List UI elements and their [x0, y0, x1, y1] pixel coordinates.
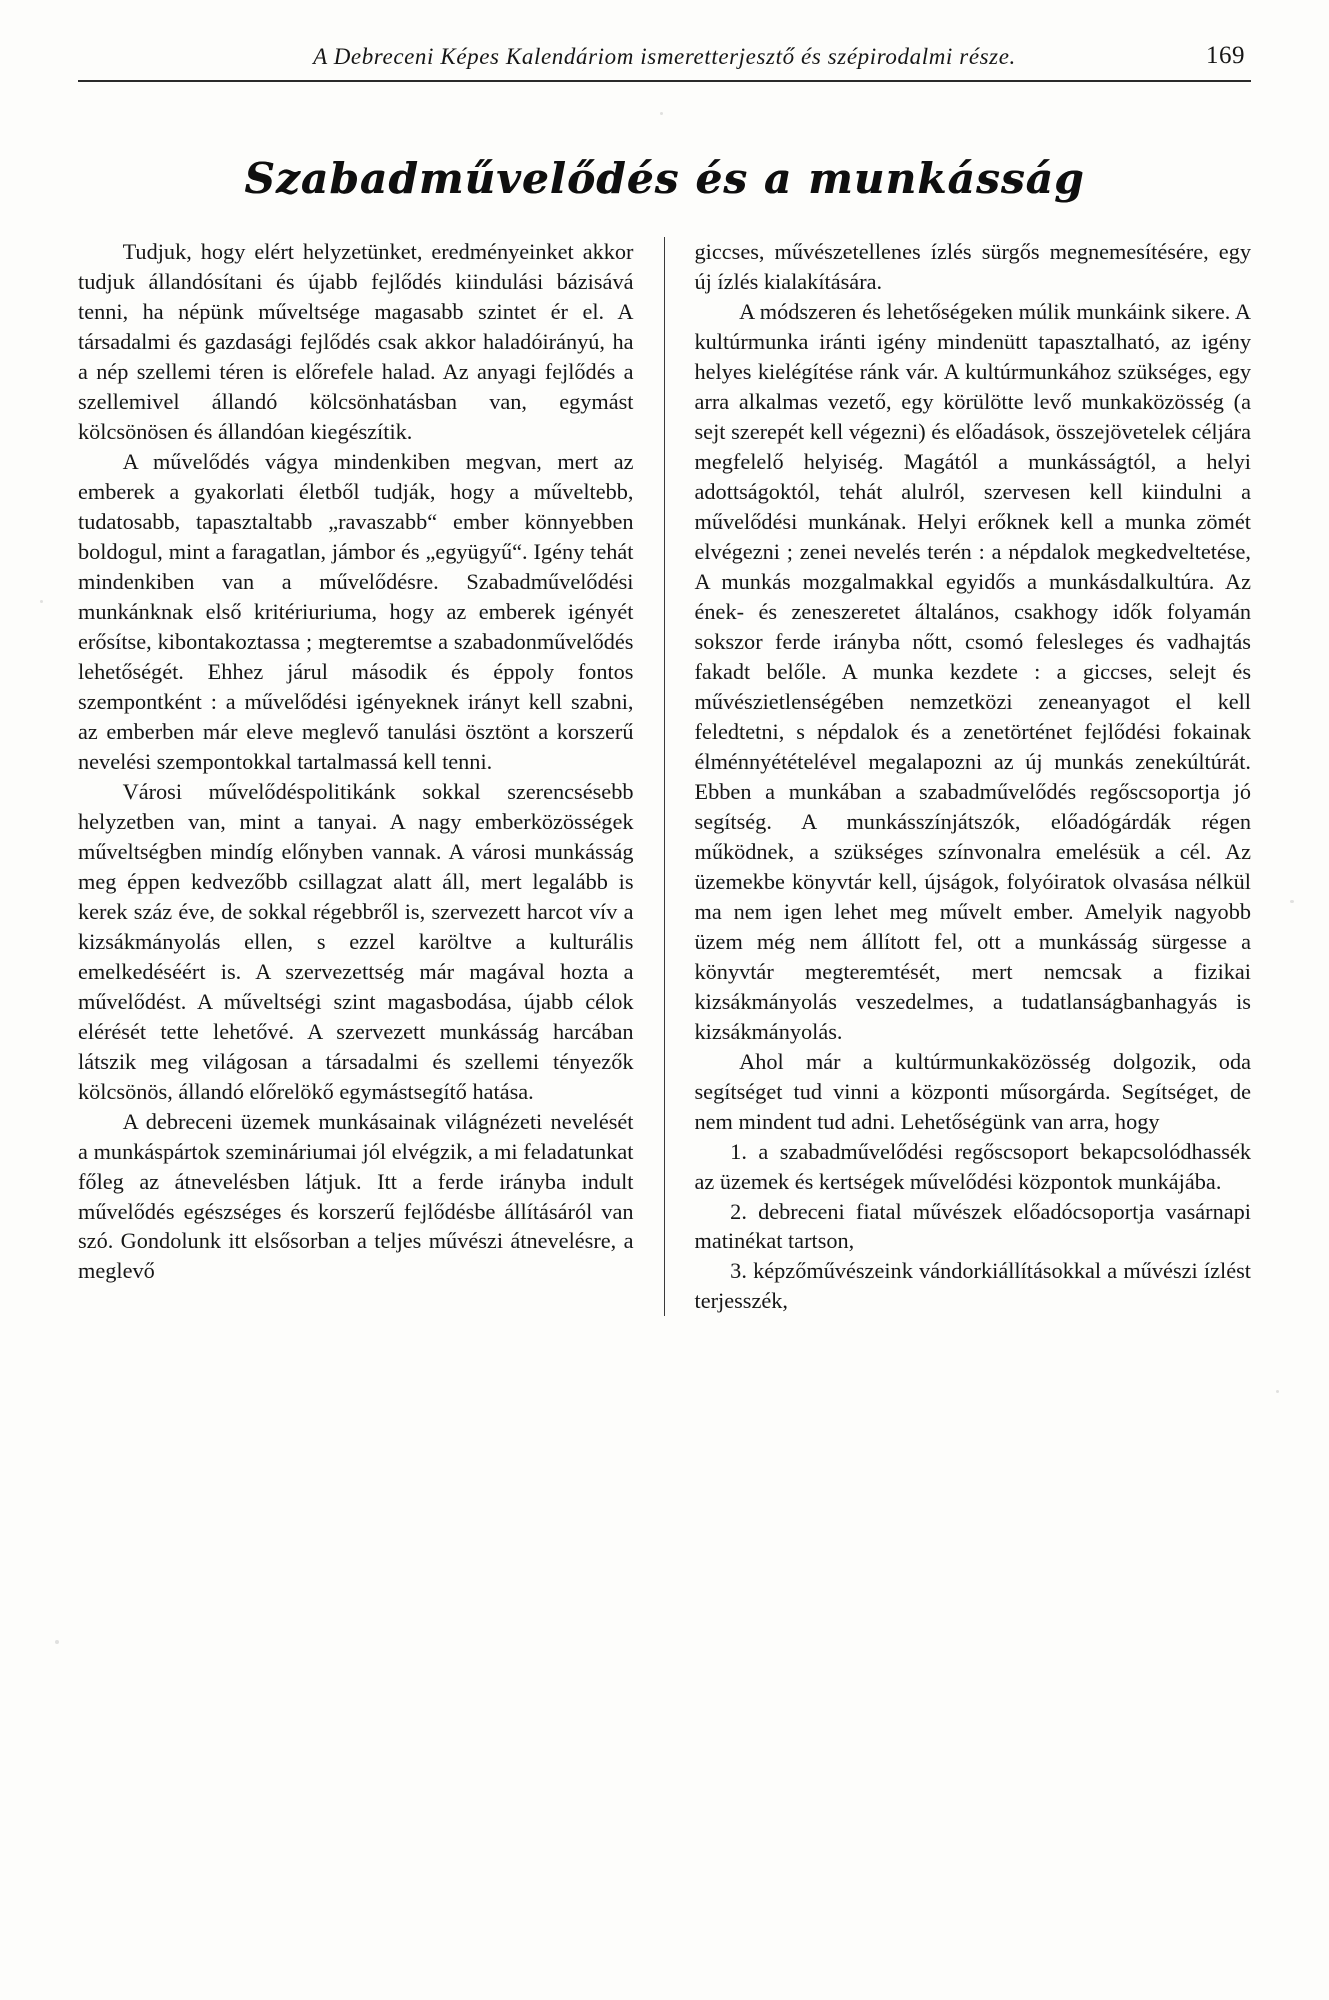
paragraph: A módszeren és lehetőségeken múlik munkáink sikere. A kultúrmunka iránti igény mindenütt tapasztalható, az igény helyes kielégítése ránk vár. A kultúrmunkához szükséges, egy arra alkalmas vezető, egy körülötte levő munkaközösség (a sejt szerepét kell végezni) és előadások, összejövetelek céljára megfelelő helyiség. Magától a munkásságtól, a helyi adottságoktól, tehát alulról, szervesen kell kiindulni a művelődési munkának. Helyi erőknek kell a munka zömét elvégezni ; zenei nevelés terén : a népdalok megkedveltetése, A munkás mozgalmakkal egyidős a munkásdalkultúra. Az ének- és zeneszeretet általános, csakhogy idők folyamán sokszor ferde irányba nőtt, csomó felesleges és vadhajtás fakadt belőle. A munka kezdete : a giccses, selejt és művészietlenségében nemzetközi zeneanyagot el kell feledtetni, s népdalok és a zenetörténet fejlődési fokainak élménnyétételével megalapozni az új munkás zenekúltúrát. Ebben a munkában a szabadművelődés regőscsoportja jó segítség. A munkásszínjátszók, előadógárdák régen működnek, a szükséges színvonalra emelésük a cél. Az üzemekbe könyvtár kell, újságok, folyóiratok olvasása nélkül ma nem igen lehet meg művelt ember. Amelyik nagyobb üzem még nem állított fel, ott a munkásság sürgesse a könyvtár megteremtését, mert nemcsak a fizikai kizsákmányolás veszedelmes, a tudatlanságbanhagyás is kizsákmányolás.: [694, 298, 1251, 1044]
scan-speckle: [660, 112, 663, 115]
header-rule: [78, 80, 1251, 82]
scan-speckle: [40, 600, 43, 603]
paragraph: A debreceni üzemek munkásainak világnézeti nevelését a munkáspártok szemináriumai jól elvégzik, a mi feladatunkat főleg az átnevelésben látjuk. Itt a ferde irányba indult művelődés egészséges és korszerű fejlődésbe állításáról van szó. Gondolunk itt elsősorban a teljes művészi átnevelésre, a meglevő: [78, 1108, 634, 1284]
scan-speckle: [1276, 1390, 1279, 1393]
running-head-text: A Debreceni Képes Kalendáriom ismeretterjesztő és szépirodalmi része.: [313, 44, 1016, 69]
paragraph: Városi művelődéspolitikánk sokkal szerencsésebb helyzetben van, mint a tanyai. A nagy emberközösségek műveltségben mindíg előnyben vannak. A városi munkásság meg éppen kedvezőbb csillagzat alatt áll, mert legalább is kerek száz éve, de sokkal régebbről is, szervezett harcot vív a kizsákmányolás ellen, s ezzel karöltve a kulturális emelkedéséért is. A szervezettség már magával hozta a művelődést. A műveltségi szint magasbodása, újabb célok elérését tette lehetővé. A szervezett munkásság harcában látszik meg világosan a társadalmi és szellemi tényezők kölcsönös, állandó előrelökő egymástsegítő hatása.: [78, 778, 634, 1104]
scan-speckle: [55, 1640, 59, 1644]
list-item: 1. a szabadművelődési regőscsoport bekapcsolódhassék az üzemek és kertségek művelődési központok munkájába.: [694, 1138, 1251, 1194]
paragraph: A művelődés vágya mindenkiben megvan, mert az emberek a gyakorlati életből tudják, hogy a műveltebb, tudatosabb, tapasztaltabb „ravaszabb“ ember könnyebben boldogul, mint a faragatlan, jámbor és „együgyű“. Igény tehát mindenkiben van a művelődésre. Szabadművelődési munkánknak első kritériuriuma, hogy az emberek igényét erősítse, kibontakoztassa ; megteremtse a szabadonművelődés lehetőségét. Ehhez járul második és éppoly fontos szempontként : a művelődési igényeknek irányt kell szabni, az emberben már eleve meglevő tanulási ösztönt a korszerű nevelési szempontokkal tartalmassá kell tenni.: [78, 448, 634, 774]
list-item: 2. debreceni fiatal művészek előadócsoportja vasárnapi matinékat tartson,: [694, 1198, 1251, 1254]
column-left: [78, 237, 665, 1316]
scan-speckle: [1290, 900, 1294, 903]
list-item: 3. képzőművészeink vándorkiállításokkal a művészi ízlést terjesszék,: [694, 1258, 1251, 1314]
article-title: Szabadművelődés és a munkásság: [244, 154, 1085, 203]
paragraph: giccses, művészetellenes ízlés sürgős megnemesítésére, egy új ízlés kialakítására.: [694, 239, 1251, 294]
page-number: 169: [1206, 42, 1245, 69]
article-title-wrap: [78, 154, 1251, 203]
paragraph: Ahol már a kultúrmunkaközösség dolgozik, oda segítséget tud vinni a központi műsorgárda. Segítséget, de nem mindent tud adni. Lehetőségünk van arra, hogy: [694, 1048, 1251, 1134]
paragraph: Tudjuk, hogy elért helyzetünket, eredményeinket akkor tudjuk állandósítani és újabb fejlődés kiindulási bázisává tenni, ha népünk műveltsége magasabb szintet ér el. A társadalmi és gazdasági fejlődés csak akkor haladóirányú, ha a nép szellemi téren is előrefele halad. Az anyagi fejlődés a szellemivel állandó kölcsönhatásban van, egymást kölcsönösen és állandóan kiegészítik.: [78, 239, 634, 444]
article-body: [78, 237, 1251, 1316]
column-right: [665, 237, 1252, 1316]
running-head: [78, 44, 1251, 80]
